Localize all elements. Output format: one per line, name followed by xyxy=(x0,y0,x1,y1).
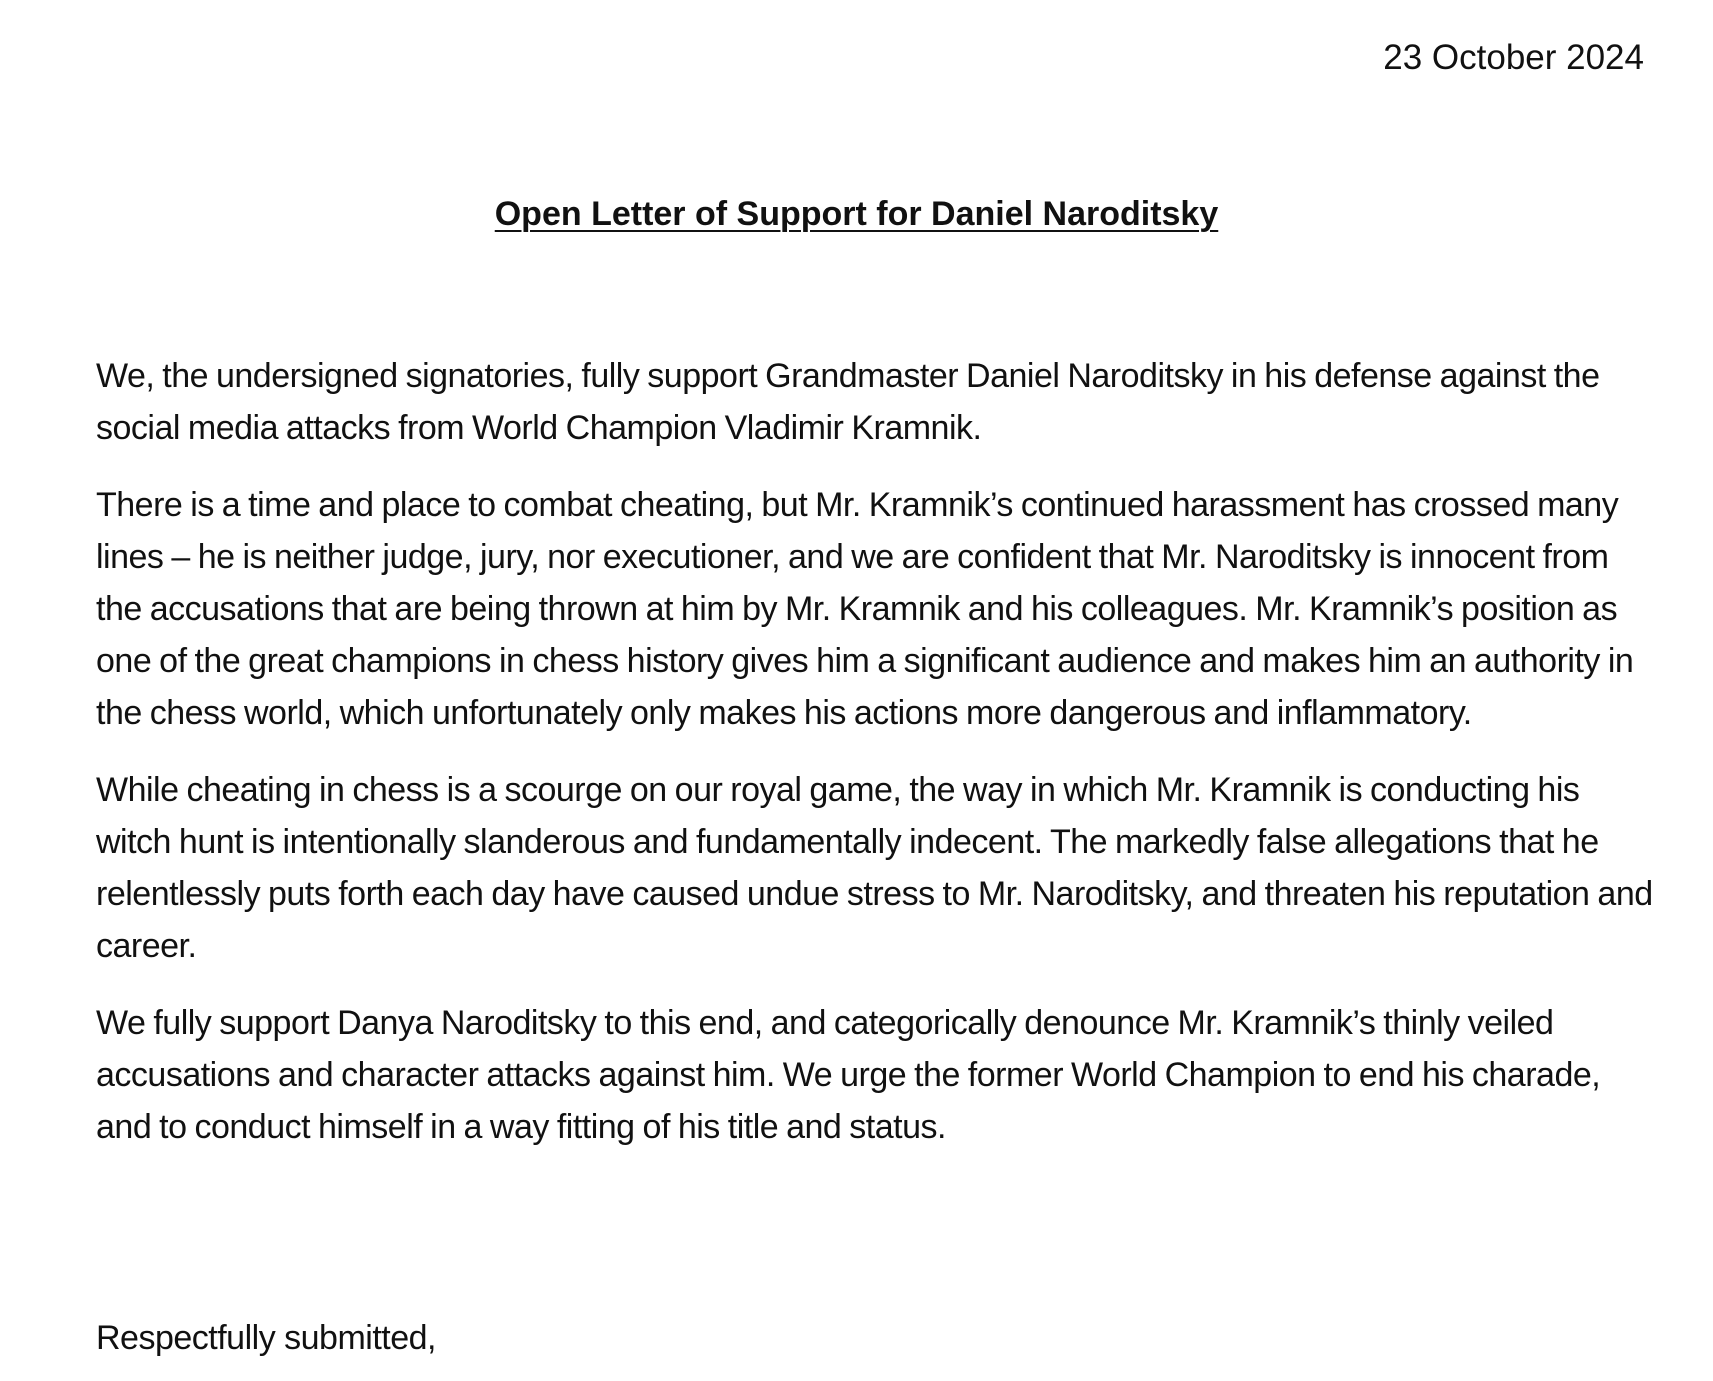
letter-date: 23 October 2024 xyxy=(1383,38,1644,77)
letter-title-text: Open Letter of Support for Daniel Naroditsky xyxy=(494,195,1219,233)
paragraph-1: We, the undersigned signatories, fully support Grandmaster Daniel Naroditsky in his defense against the social media attacks from World Champion Vladimir Kramnik. xyxy=(96,357,1600,447)
letter-title xyxy=(0,190,1713,238)
paragraph-4: We fully support Danya Naroditsky to this end, and categorically denounce Mr. Kramnik’s thinly veiled accusations and character attacks against him. We urge the former World Champion to end his charade, and to conduct himself in a way fitting of his title and status. xyxy=(96,1004,1601,1146)
paragraph-2: There is a time and place to combat cheating, but Mr. Kramnik’s continued harassment has crossed many lines – he is neither judge, jury, nor executioner, and we are confident that Mr. Naroditsky is innocent from the accusations that are being thrown at him by Mr. Kramnik and his colleagues. Mr. Kramnik’s position as one of the great champions in chess history gives him a significant audience and makes him an authority in the chess world, which unfortunately only makes his actions more dangerous and inflammatory. xyxy=(96,486,1634,732)
closing-line: Respectfully submitted, xyxy=(96,1319,436,1357)
letter-body xyxy=(96,350,1656,1178)
paragraph-3: While cheating in chess is a scourge on our royal game, the way in which Mr. Kramnik is conducting his witch hunt is intentionally slanderous and fundamentally indecent. The markedly false allegations that he relentlessly puts forth each day have caused undue stress to Mr. Naroditsky, and threaten his reputation and career. xyxy=(96,771,1653,965)
